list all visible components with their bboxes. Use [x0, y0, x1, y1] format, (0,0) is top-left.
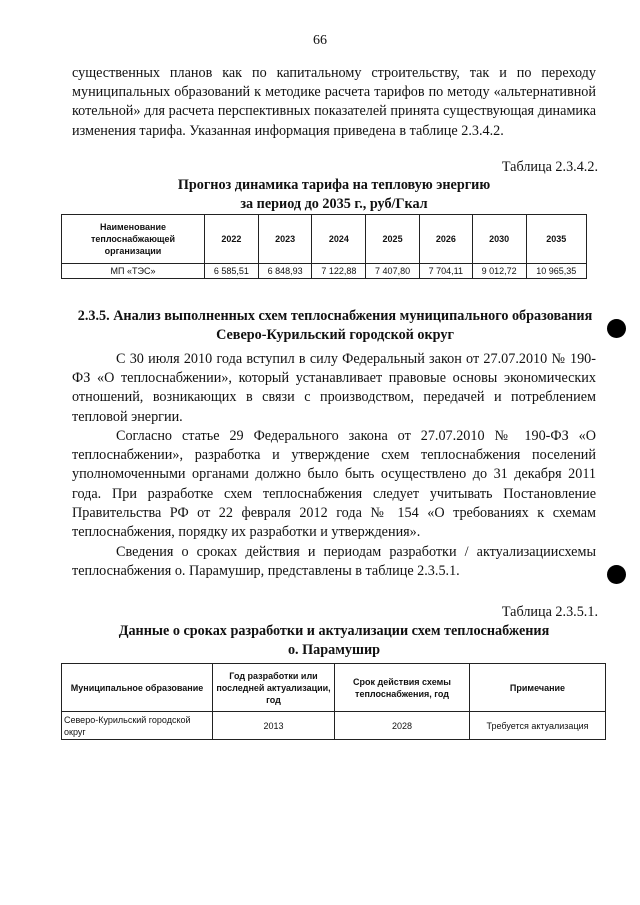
- table-cell: Северо-Курильский городской округ: [62, 712, 213, 740]
- table-cell: Требуется актуализация: [470, 712, 606, 740]
- page-number: 66: [313, 33, 327, 48]
- table-header-row: [62, 215, 587, 264]
- header-cell: 2025: [366, 215, 420, 264]
- table-header-row: [62, 664, 606, 712]
- table-cell: 6 848,93: [258, 264, 312, 279]
- header-cell: 2022: [205, 215, 259, 264]
- table1-title-line2: за период до 2035 г., руб/Гкал: [240, 196, 428, 212]
- table-row: [62, 264, 587, 279]
- intro-paragraph: существенных планов как по капитальному строительству, так и по переходу муниципальных образований к методике расчета тарифов по методу «альтернативной котельной» для расчета перспективных показателей принята существующая динамика изменения тарифа. Указанная информация приведена в таблице 2.3.4.2.: [72, 65, 596, 139]
- table1-caption: Таблица 2.3.4.2.: [501, 159, 598, 175]
- table-cell: МП «ТЭС»: [62, 264, 205, 279]
- table-cell: 9 012,72: [472, 264, 526, 279]
- table-cell: 2028: [335, 712, 470, 740]
- table2-title-line2: о. Парамушир: [287, 642, 381, 658]
- header-cell: Срок действия схемы теплоснабжения, год: [335, 664, 470, 712]
- table-cell: 7 704,11: [419, 264, 472, 279]
- header-cell: Год разработки или последней актуализации, год: [213, 664, 335, 712]
- header-cell: Муниципальное образование: [62, 664, 213, 712]
- table-cell: 10 965,35: [526, 264, 587, 279]
- table1-title: [72, 176, 596, 214]
- header-cell: Примечание: [470, 664, 606, 712]
- paragraph-schemes: Сведения о сроках действия и периодам разработки / актуализациисхемы теплоснабжения о. Парамушир, представлены в таблице 2.3.5.1.: [72, 544, 596, 580]
- tariff-forecast-table: [61, 214, 587, 279]
- binder-hole-lower: [607, 565, 626, 584]
- table-cell: 2013: [213, 712, 335, 740]
- binder-hole-upper: [607, 319, 626, 338]
- scheme-dates-table: [61, 663, 606, 740]
- table2-title-line1: Данные о сроках разработки и актуализации схем теплоснабжения: [118, 623, 550, 639]
- table-cell: 6 585,51: [205, 264, 259, 279]
- table2-title: [72, 622, 596, 660]
- paragraph-law: С 30 июля 2010 года вступил в силу Федеральный закон от 27.07.2010 № 190-ФЗ «О теплоснабжении», который устанавливает правовые основы экономических отношений, возникающих в связи с производством, передачей и потреблением тепловой энергии.: [72, 351, 596, 425]
- header-cell: 2030: [472, 215, 526, 264]
- paragraph-article: Согласно статье 29 Федерального закона от 27.07.2010 № 190-ФЗ «О теплоснабжении», разработка и утверждение схем теплоснабжения поселений уполномоченными органами должно было быть осуществлено до 31 декабря 2011 года. При разработке схем теплоснабжения следует учитывать Постановление Правительства РФ от 22 февраля 2012 года № 154 «О требованиях к схемам теплоснабжения, порядку их разработки и утверждения».: [72, 428, 596, 541]
- section-heading: 2.3.5. Анализ выполненных схем теплоснабжения муниципального образования Северо-Курильский городской округ: [77, 308, 593, 343]
- table2-caption: Таблица 2.3.5.1.: [501, 604, 598, 620]
- table-cell: 7 122,88: [312, 264, 366, 279]
- header-cell: Наименование теплоснабжающей организации: [62, 215, 205, 264]
- table-row: [62, 712, 606, 740]
- table-cell: 7 407,80: [366, 264, 420, 279]
- table1-title-line1: Прогноз динамика тарифа на тепловую энергию: [177, 177, 491, 193]
- header-cell: 2024: [312, 215, 366, 264]
- header-cell: 2035: [526, 215, 587, 264]
- header-cell: 2026: [419, 215, 472, 264]
- header-cell: 2023: [258, 215, 312, 264]
